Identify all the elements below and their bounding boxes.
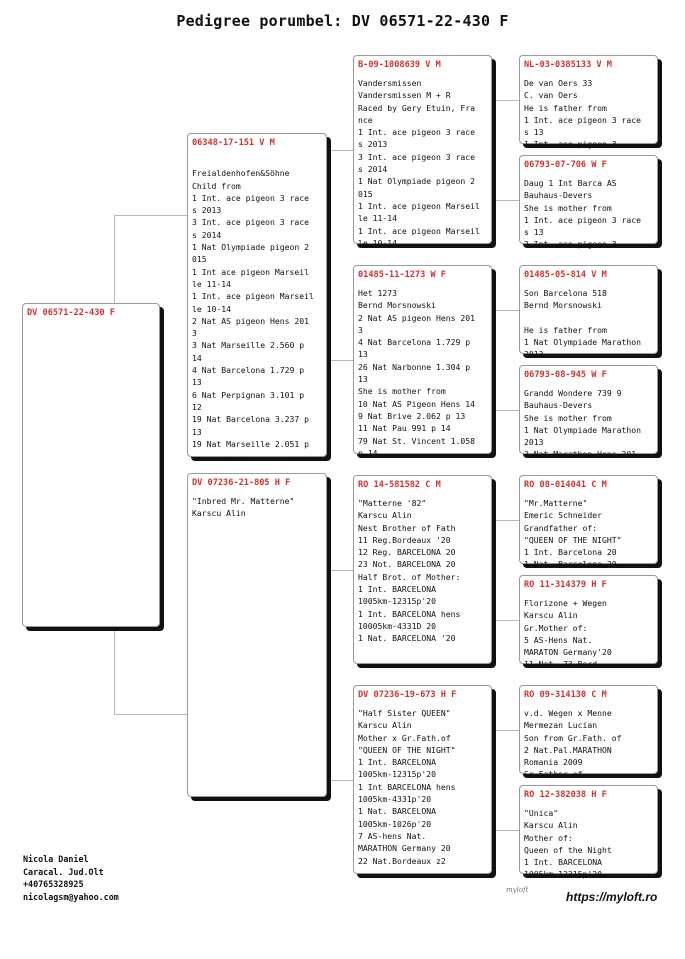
detail-line: Romania 2009	[524, 757, 583, 768]
sd-dam-card[interactable]	[519, 365, 658, 460]
detail-line: 3	[358, 324, 363, 335]
dam-dam-card[interactable]	[353, 685, 492, 874]
detail-line: Nest Brother of Fath	[358, 522, 456, 533]
sire-dam-card[interactable]	[353, 265, 492, 458]
detail-line: Mermezan Lucian	[524, 720, 598, 731]
website-link[interactable]: https://myloft.ro	[566, 890, 658, 904]
detail-line: 015	[358, 188, 373, 199]
pigeon-details	[358, 77, 487, 249]
detail-line: v.d. Wegen x Menne	[524, 708, 612, 718]
detail-line: "Matterne '82"	[358, 498, 427, 508]
ring-number: RO 11-314379 H F	[524, 580, 607, 590]
detail-line: s 2013	[192, 205, 222, 216]
detail-line: 26 Nat Narbonne 1.304 p	[358, 361, 471, 372]
detail-line: 11 Nat Pau 991 p 14	[358, 423, 451, 434]
detail-line: 12	[192, 401, 202, 412]
detail-line: "QUEEN OF THE NIGHT"	[524, 534, 622, 545]
ds-dam-card[interactable]	[519, 575, 658, 670]
detail-line: MARATON Germany'20	[524, 647, 612, 658]
detail-line: 14	[192, 352, 202, 363]
detail-line: 1 Int. ace pigeon 3 race	[524, 214, 641, 225]
detail-line: 11 Nat. 73 Bord	[524, 659, 598, 670]
ring-number: RO 08-014041 C M	[524, 480, 607, 490]
myloft-signature-logo: myloft	[506, 886, 529, 894]
ring-number: 06793-08-945 W F	[524, 370, 607, 380]
dam-card[interactable]	[187, 473, 327, 797]
ring-number: DV 06571-22-430 F	[27, 308, 115, 318]
detail-line: 1 Int. ace pigeon 3 race	[358, 127, 475, 138]
detail-line: She is mother from	[358, 386, 446, 397]
ss-sire-card[interactable]	[519, 55, 658, 150]
detail-line: s 2014	[192, 229, 222, 240]
detail-line: Karscu Alin	[524, 610, 578, 621]
detail-line: 10005km-4331D 20	[358, 620, 436, 631]
connector	[326, 570, 354, 571]
detail-line: 1 Int BARCELONA hens	[358, 781, 456, 792]
subject-pigeon-card[interactable]	[22, 303, 160, 627]
detail-line: Het 1273	[358, 288, 397, 298]
ring-number: 06348-17-151 V M	[192, 138, 275, 148]
connector	[491, 200, 520, 201]
pigeon-details	[524, 707, 653, 781]
connector	[114, 215, 188, 216]
detail-line: 9 Nat Brive 2.062 p 13	[358, 410, 466, 421]
detail-line: le 10-14	[358, 237, 397, 248]
detail-line: s 2013	[358, 139, 388, 150]
detail-line: 23 Not. BARCELONA 20	[358, 559, 456, 570]
pigeon-details	[524, 77, 653, 151]
detail-line: 2 Int. ace pigeon 3	[524, 239, 617, 250]
detail-line: He is father from	[524, 324, 607, 335]
detail-line: 3 Int. ace pigeon 3 race	[358, 151, 475, 162]
connector	[326, 150, 354, 151]
detail-line: le 10-14	[192, 303, 231, 314]
detail-line: 1 Nat Olympiade Marathon	[524, 337, 641, 348]
dam-sire-card[interactable]	[353, 475, 492, 664]
ss-dam-card[interactable]	[519, 155, 658, 250]
detail-line: le 11-14	[358, 213, 397, 224]
detail-line: 1 Nat Olympiade Marathon	[524, 424, 641, 435]
detail-line: 1 Int. BARCELONA hens	[358, 608, 461, 619]
owner-name: Nicola Daniel	[23, 854, 89, 864]
pigeon-details	[192, 155, 322, 450]
detail-line: 3	[192, 328, 197, 339]
pigeon-details	[524, 807, 653, 881]
ring-number: 06793-07-706 W F	[524, 160, 607, 170]
detail-line: 2 Nat.Pal.MARATHON	[524, 744, 612, 755]
ring-number: RO 14-581582 C M	[358, 480, 441, 490]
detail-line: C. van Oers	[524, 90, 578, 101]
ring-number: 01485-05-814 V M	[524, 270, 607, 280]
dd-sire-card[interactable]	[519, 685, 658, 780]
detail-line: Bauhaus-Devers	[524, 400, 593, 411]
connector	[491, 410, 520, 411]
detail-line: 1 Int. ace pigeon 3	[524, 139, 617, 150]
detail-line: s 2014	[358, 164, 388, 175]
ds-sire-card[interactable]	[519, 475, 658, 570]
detail-line: 2013	[524, 349, 544, 360]
detail-line: 79 Nat St. Vincent 1.058	[358, 435, 475, 446]
detail-line: 4 Nat Barcelona 1.729 p	[192, 365, 305, 376]
detail-line: 5 AS-Hens Nat.	[524, 634, 593, 645]
owner-contact	[23, 853, 119, 903]
detail-line: 1 Int. ace pigeon 3 race	[192, 192, 309, 203]
connector	[491, 310, 520, 311]
connector	[491, 100, 520, 101]
detail-line: 2013	[524, 437, 544, 448]
detail-line: 13	[358, 349, 368, 360]
detail-line: s 13	[524, 127, 544, 138]
pigeon-details	[524, 497, 653, 571]
detail-line: Grandd Wondere 739 9	[524, 388, 622, 398]
detail-line: 3 Int. ace pigeon 3 race	[192, 217, 309, 228]
ring-number: DV 07236-21-805 H F	[192, 478, 291, 488]
detail-line: 1 Int. BARCELONA	[358, 757, 436, 768]
detail-line: "Half Sister QUEEN"	[358, 708, 451, 718]
detail-line: Bernd Morsnowski	[358, 300, 436, 311]
detail-line: 13	[192, 377, 202, 388]
detail-line: 19 Nat Marseille 2.051 p	[192, 438, 309, 449]
detail-line: Son from Gr.Fath. of	[524, 732, 622, 743]
detail-line: Gr.Father of	[524, 769, 583, 780]
detail-line: Vandersmissen	[358, 78, 422, 88]
detail-line: Karscu Alin	[358, 720, 412, 731]
connector	[114, 625, 115, 715]
pigeon-details	[524, 177, 653, 251]
detail-line: le 11-14	[192, 278, 231, 289]
detail-line: s 13	[524, 227, 544, 238]
detail-line: 1 Int. Barcelona 20	[524, 547, 617, 558]
owner-phone: +40765328925	[23, 879, 84, 890]
detail-line: 13	[358, 374, 368, 385]
sire-sire-card[interactable]	[353, 55, 492, 248]
connector	[491, 620, 520, 621]
connector	[326, 780, 354, 781]
detail-line: "Inbred Mr. Matterne"	[192, 496, 295, 506]
detail-line: Karscu Alin	[192, 508, 246, 519]
pigeon-details	[358, 287, 487, 459]
detail-line: 2 Nat Marathon Hens 201	[524, 449, 637, 460]
detail-line: 22 Nat.Bordeaux z2	[358, 855, 446, 866]
detail-line: 1 Int. ace pigeon Marseil	[358, 225, 480, 236]
connector	[491, 520, 520, 521]
connector	[114, 215, 115, 305]
detail-line: 1 Int. ace pigeon 3 race	[524, 114, 641, 125]
detail-line: 1 Int. BARCELONA	[358, 584, 436, 595]
detail-line: 1 Nat. Barcelona 20	[524, 559, 617, 570]
detail-line: Queen of the Night	[524, 844, 612, 855]
detail-line: Bauhaus-Devers	[524, 190, 593, 201]
detail-line: Bernd Morsnowski	[524, 300, 602, 311]
detail-line: 1005km-12315p'20	[358, 769, 436, 780]
connector	[491, 830, 520, 831]
detail-line: 1 Nat Olympiade pigeon 2	[192, 242, 309, 253]
detail-line: "Unica"	[524, 808, 559, 818]
ring-number: 01485-11-1273 W F	[358, 270, 446, 280]
detail-line: MARATHON Germany 20	[358, 843, 451, 854]
detail-line: Mother x Gr.Fath.of	[358, 732, 451, 743]
detail-line: nce	[358, 114, 373, 125]
detail-line: 1 Int. ace pigeon Marseil	[358, 200, 480, 211]
owner-email[interactable]: nicolagsm@yahoo.com	[23, 891, 119, 902]
detail-line: 1 Int ace pigeon Marseil	[192, 266, 309, 277]
pigeon-details	[524, 287, 653, 361]
detail-line: 4 Nat Barcelona 1.729 p	[358, 337, 471, 348]
pigeon-details	[358, 707, 487, 867]
connector	[114, 714, 188, 715]
detail-line: "Mr.Matterne"	[524, 498, 588, 508]
detail-line: 2 Nat AS pigeon Hens 201	[358, 312, 475, 323]
detail-line: Florizone + Wegen	[524, 598, 607, 608]
detail-line: 2 Nat AS pigeon Hens 201	[192, 315, 309, 326]
ring-number: B-09-1008639 V M	[358, 60, 441, 70]
detail-line: 1 Nat Olympiade pigeon 2	[358, 176, 475, 187]
detail-line: 6 Nat Perpignan 3.101 p	[192, 389, 305, 400]
detail-line: 1005km-1026p'20	[358, 818, 432, 829]
detail-line: 19 Nat Barcelona 3.237 p	[192, 414, 309, 425]
ring-number: RO 09-314130 C M	[524, 690, 607, 700]
detail-line: Vandersmissen M + R	[358, 90, 451, 101]
detail-line: 7 AS-hens Nat.	[358, 830, 427, 841]
detail-line	[192, 155, 322, 167]
detail-line: Freialdenhofen&Söhne	[192, 168, 290, 179]
detail-line: 10 Nat AS Pigeon Hens 14	[358, 398, 475, 409]
detail-line: Karscu Alin	[524, 820, 578, 831]
detail-line	[524, 312, 653, 324]
detail-line: 3 Nat Marseille 2.560 p	[192, 340, 305, 351]
detail-line: Son Barcelona 518	[524, 288, 607, 298]
detail-line: 12 Reg. BARCELONA 20	[358, 547, 456, 558]
detail-line: De van Oers 33	[524, 78, 593, 88]
ring-number: DV 07236-19-673 H F	[358, 690, 457, 700]
detail-line: 1 Int. ace pigeon Marseil	[192, 291, 314, 302]
connector	[326, 360, 354, 361]
detail-line: Child from	[192, 180, 241, 191]
detail-line: 11 Reg.Bordeaux '20	[358, 534, 451, 545]
pigeon-details	[192, 495, 322, 520]
detail-line: p 14	[358, 447, 378, 458]
detail-line: 1005km-12315p'20	[524, 869, 602, 880]
sd-sire-card[interactable]	[519, 265, 658, 360]
detail-line: 1 Nat. BARCELONA '20	[358, 633, 456, 644]
detail-line: Mother of:	[524, 832, 573, 843]
detail-line: 1005km-12315p'20	[358, 596, 436, 607]
detail-line: Raced by Gery Etuin, Fra	[358, 102, 475, 113]
pigeon-details	[358, 497, 487, 645]
detail-line: 1 Nat. BARCELONA	[358, 806, 436, 817]
detail-line: She is mother from	[524, 412, 612, 423]
ring-number: NL-03-0385133 V M	[524, 60, 612, 70]
detail-line: 1 Int. BARCELONA	[524, 857, 602, 868]
page-title: Pedigree porumbel: DV 06571-22-430 F	[176, 12, 509, 30]
detail-line: He is father from	[524, 102, 607, 113]
detail-line: Grandfather of:	[524, 522, 598, 533]
owner-city: Caracal. Jud.Olt	[23, 866, 104, 877]
detail-line: 015	[192, 254, 207, 265]
detail-line: "QUEEN OF THE NIGHT"	[358, 744, 456, 755]
detail-line: She is mother from	[524, 202, 612, 213]
pigeon-details	[524, 597, 653, 671]
detail-line: Daug 1 Int Barca AS	[524, 178, 617, 188]
pigeon-details	[524, 387, 653, 461]
detail-line: Half Brot. of Mother:	[358, 571, 461, 582]
detail-line: Gr.Mother of:	[524, 622, 588, 633]
ring-number: RO 12-382038 H F	[524, 790, 607, 800]
connector	[491, 730, 520, 731]
detail-line: Karscu Alin	[358, 510, 412, 521]
detail-line: 1005km-4331p'20	[358, 794, 432, 805]
detail-line: 13	[192, 426, 202, 437]
dd-dam-card[interactable]	[519, 785, 658, 880]
detail-line: Emeric Schneider	[524, 510, 602, 521]
sire-card[interactable]	[187, 133, 327, 457]
